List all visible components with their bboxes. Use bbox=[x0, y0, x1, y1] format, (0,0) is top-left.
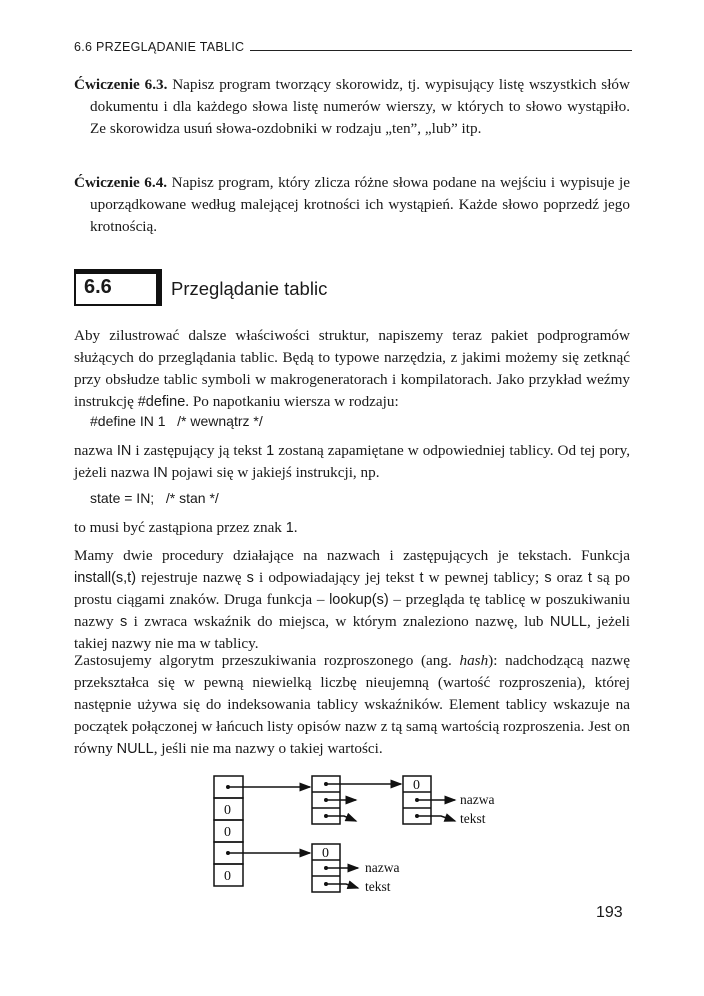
text-run: oraz bbox=[551, 569, 588, 586]
code-inline: t bbox=[587, 570, 592, 586]
text-run: Aby zilustrować dalsze właściwości struktur, napiszemy teraz pakiet podprogramów służących do przeglądania tablic. Będą to typowe narzędzia, z jakimi możemy się zetknąć przy obsłudze tablic symboli w makrogeneratorach i kompilatorach. Jako przykład weźmy instrukcję bbox=[74, 327, 630, 410]
text-run: i odpowiadający jej tekst bbox=[253, 569, 420, 586]
pointer-dot bbox=[415, 814, 419, 818]
text-run: ): nadchodzącą nazwę przekształca się w pewną niewielką liczbę nieujemną (wartość rozproszenia), której następnie używa się do indeksowania tablicy wskaźników. Element tablicy wskazuje na początek połączonej w łańcuch listy opisów nazw z tą samą wartością rozproszenia. Jest on równy bbox=[74, 652, 630, 757]
text-run: i zastępujący ją tekst bbox=[131, 442, 267, 459]
text-run: i zwraca wskaźnik do miejsca, w którym znaleziono nazwę, lub bbox=[127, 613, 550, 630]
text-run: są po prostu ciągami znaków. Druga funkcja – bbox=[74, 569, 631, 608]
running-title: 6.6 PRZEGLĄDANIE TABLIC bbox=[74, 40, 245, 54]
pointer-dot bbox=[324, 798, 328, 802]
code-inline: IN bbox=[116, 443, 132, 459]
text-run: , jeżeli takiej nazwy nie ma w tablicy. bbox=[74, 613, 631, 652]
code-inline: 1 bbox=[266, 443, 275, 459]
text-emphasis: hash bbox=[459, 652, 489, 669]
section-title: Przeglądanie tablic bbox=[171, 278, 328, 299]
text-run: Zastosujemy algorytm przeszukiwania rozproszonego (ang. bbox=[74, 652, 460, 669]
text-run: zostaną zapamiętane w odpowiedniej tablicy. Od tej pory, jeżeli nazwa bbox=[74, 442, 630, 481]
code-inline: t bbox=[419, 570, 424, 586]
pointer-dot bbox=[415, 798, 419, 802]
pointer-arrow bbox=[326, 816, 356, 821]
null-zero: 0 bbox=[224, 825, 231, 840]
null-zero: 0 bbox=[224, 803, 231, 818]
text-run: . bbox=[293, 519, 298, 536]
code-define: #define IN 1 /* wewnątrz */ bbox=[90, 413, 263, 429]
text-run: w pewnej tablicy; bbox=[423, 569, 545, 586]
pointer-dot bbox=[226, 785, 230, 789]
code-state: state = IN; /* stan */ bbox=[90, 490, 219, 506]
exercise-text: Napisz program, który zlicza różne słowa podane na wejściu i wypisuje je uporządkowane według malejącej krotności ich wystąpień. Każde słowo poprzedź jego krotnością. bbox=[90, 174, 630, 235]
text-run: Mamy dwie procedury działające na nazwach i zastępujących je tekstach. Funkcja bbox=[74, 547, 630, 564]
exercise-label: Ćwiczenie 6.3. bbox=[74, 76, 168, 93]
exercise-text: Napisz program tworzący skorowidz, tj. wypisujący listę wszystkich słów dokumentu i dla każdego słowa listę numerów wierszy, w których to słowo wystąpiło. Ze skorowidza usuń słowa-ozdobniki w rodzaju „ten”, „lub” itp. bbox=[90, 76, 630, 137]
pointer-dot bbox=[324, 866, 328, 870]
code-inline: 1 bbox=[285, 520, 294, 536]
null-zero: 0 bbox=[413, 778, 420, 793]
code-inline: s bbox=[120, 614, 128, 630]
text-run: . Po napotkaniu wiersza w rodzaju: bbox=[185, 393, 399, 410]
pointer-dot bbox=[324, 782, 328, 786]
text-run: to musi być zastąpiona przez znak bbox=[74, 519, 286, 536]
code-inline: s bbox=[544, 570, 552, 586]
field-label-name: nazwa bbox=[365, 860, 400, 875]
pointer-dot bbox=[324, 882, 328, 886]
pointer-arrow bbox=[417, 816, 455, 821]
code-inline: NULL bbox=[116, 741, 154, 757]
pointer-dot bbox=[226, 851, 230, 855]
text-run: , jeśli nie ma nazwy o takiej wartości. bbox=[153, 740, 383, 757]
section-number: 6.6 bbox=[84, 276, 112, 298]
pointer-arrow bbox=[326, 884, 358, 888]
text-run: pojawi się w jakiejś instrukcji, np. bbox=[167, 464, 380, 481]
exercise-label: Ćwiczenie 6.4. bbox=[74, 174, 168, 191]
code-inline: install(s,t) bbox=[74, 570, 137, 586]
null-zero: 0 bbox=[322, 846, 329, 861]
code-inline: IN bbox=[153, 465, 168, 481]
pointer-dot bbox=[324, 814, 328, 818]
code-inline: #define bbox=[137, 394, 186, 410]
field-label-text: tekst bbox=[460, 811, 486, 826]
text-run: rejestruje nazwę bbox=[136, 569, 247, 586]
page-number: 193 bbox=[596, 904, 623, 921]
field-label-text: tekst bbox=[365, 879, 391, 894]
code-inline: NULL bbox=[549, 614, 587, 630]
text-run: nazwa bbox=[74, 442, 117, 459]
field-label-name: nazwa bbox=[460, 792, 495, 807]
code-inline: lookup(s) bbox=[329, 592, 389, 608]
code-inline: s bbox=[246, 570, 254, 586]
text-run: – przegląda tę tablicę w poszukiwaniu nazwy bbox=[74, 591, 630, 630]
null-zero: 0 bbox=[224, 869, 231, 884]
